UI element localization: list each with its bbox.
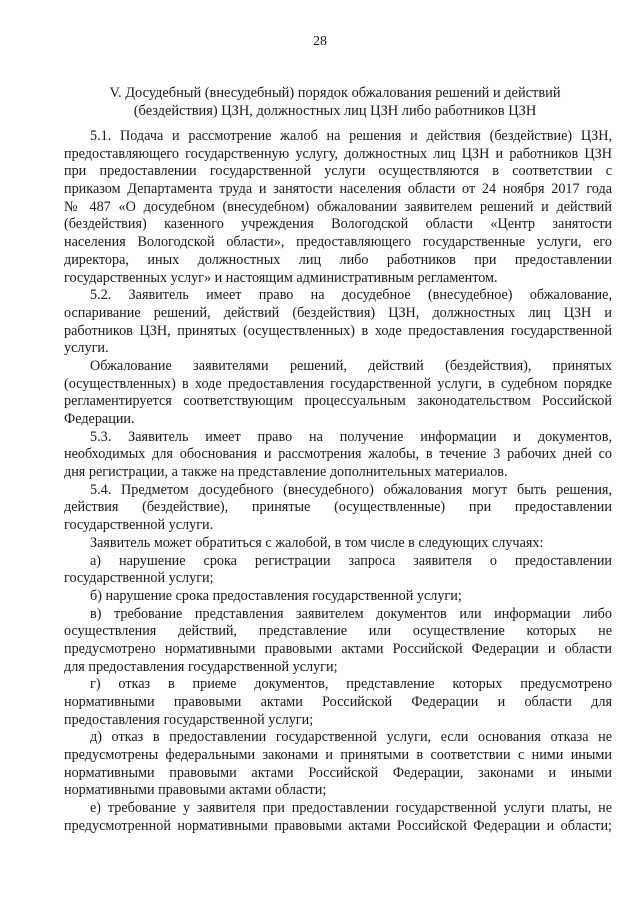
text-line: осуществления действий, представление или осуществление которых не (64, 623, 612, 640)
paragraph (64, 606, 612, 677)
text-line: Обжалование заявителями решений, действий (бездействия), принятых (90, 357, 612, 374)
section-heading-line: (бездействия) ЦЗН, должностных лиц ЦЗН либо работников ЦЗН (133, 103, 537, 119)
text-line: (осуществленных) в ходе предоставления государственной услуги, в судебном порядке (64, 375, 612, 392)
text-line: нормативными правовыми актами Российской Федерации и области для (64, 694, 612, 710)
paragraph (64, 676, 612, 729)
paragraph (64, 358, 612, 429)
text-line: а) нарушение срока регистрации запроса заявителя о предоставлении (90, 552, 612, 569)
text-line: 5.1. Подача и рассмотрение жалоб на решения и действия (бездействие) ЦЗН, (90, 128, 612, 144)
text-line: предоставляющего государственную услугу, должностных лиц ЦЗН и работников ЦЗН (64, 145, 612, 162)
text-line: 5.4. Предметом досудебного (внесудебного) обжалования могут быть решения, (90, 481, 612, 498)
paragraph (64, 800, 612, 835)
text-line: регламентируется соответствующим процессуальным законодательством Российской (64, 393, 612, 410)
text-line: услуги. (64, 340, 109, 357)
section-heading-line: V. Досудебный (внесудебный) порядок обжалования решений и действий (109, 85, 561, 101)
text-line: приказом Департамента труда и занятости населения области от 24 ноября 2017 года (64, 181, 612, 198)
paragraph (64, 482, 612, 535)
paragraph (64, 729, 612, 800)
text-line: работников ЦЗН, принятых (осуществленных) в ходе предоставления государственной (64, 322, 612, 339)
text-line: населения Вологодской области», предоставляющего государственные услуги, его (64, 234, 612, 251)
text-line: предусмотрено нормативными правовыми актами Российской Федерации и области (64, 640, 612, 657)
page-number: 28 (313, 34, 327, 49)
text-line: № 487 «О досудебном (внесудебном) обжаловании заявителем решений и действий (64, 198, 612, 215)
document-body (64, 128, 612, 836)
text-line: предусмотренной нормативными правовыми актами Российской Федерации и области; (64, 817, 612, 834)
text-line: нормативными правовыми актами Российской Федерации, законами и иными (64, 764, 612, 781)
paragraph (64, 553, 612, 588)
text-line: предусмотрены федеральными законами и принятыми в соответствии с ними иными (64, 747, 612, 764)
text-line: необходимых для обоснования и рассмотрения жалобы, в течение 3 рабочих дней со (64, 446, 612, 463)
text-line: г) отказ в приеме документов, представление которых предусмотрено (90, 676, 612, 693)
text-line: Федерации. (64, 411, 135, 427)
text-line: 5.3. Заявитель имеет право на получение информации и документов, (90, 428, 612, 445)
text-line: (бездействия) казенного учреждения Вологодской области «Центр занятости (64, 216, 612, 233)
text-line: нормативными правовыми актами области; (64, 782, 327, 799)
text-line: б) нарушение срока предоставления государственной услуги; (90, 587, 462, 604)
text-line: в) требование представления заявителем документов или информации либо (90, 605, 612, 622)
text-line: оспаривание решений, действий (бездействия) ЦЗН, должностных лиц ЦЗН и (64, 304, 612, 321)
paragraph (64, 429, 612, 482)
text-line: предоставления государственной услуги; (64, 711, 314, 728)
text-line: при предоставлении государственной услуги осуществляются в соответствии с (64, 163, 612, 180)
text-line: действия (бездействие), принятые (осуществленные) при предоставлении (64, 499, 612, 516)
text-line: е) требование у заявителя при предоставлении государственной услуги платы, не (90, 800, 612, 817)
paragraph (64, 287, 612, 358)
text-line: директора, иных должностных лиц либо работников при предоставлении (64, 251, 612, 268)
section-heading (95, 84, 575, 120)
text-line: государственных услуг» и настоящим административным регламентом. (64, 269, 498, 286)
paragraph (64, 535, 612, 553)
paragraph (64, 588, 612, 606)
text-line: государственной услуги. (64, 517, 214, 534)
text-line: Заявитель может обратиться с жалобой, в том числе в следующих случаях: (90, 534, 544, 551)
text-line: государственной услуги; (64, 570, 214, 587)
text-line: д) отказ в предоставлении государственной услуги, если основания отказа не (90, 729, 612, 746)
paragraph (64, 128, 612, 287)
text-line: для предоставления государственной услуги; (64, 658, 338, 675)
text-line: 5.2. Заявитель имеет право на досудебное (внесудебное) обжалование, (90, 287, 612, 304)
text-line: дня регистрации, а также на представление дополнительных материалов. (64, 464, 508, 481)
